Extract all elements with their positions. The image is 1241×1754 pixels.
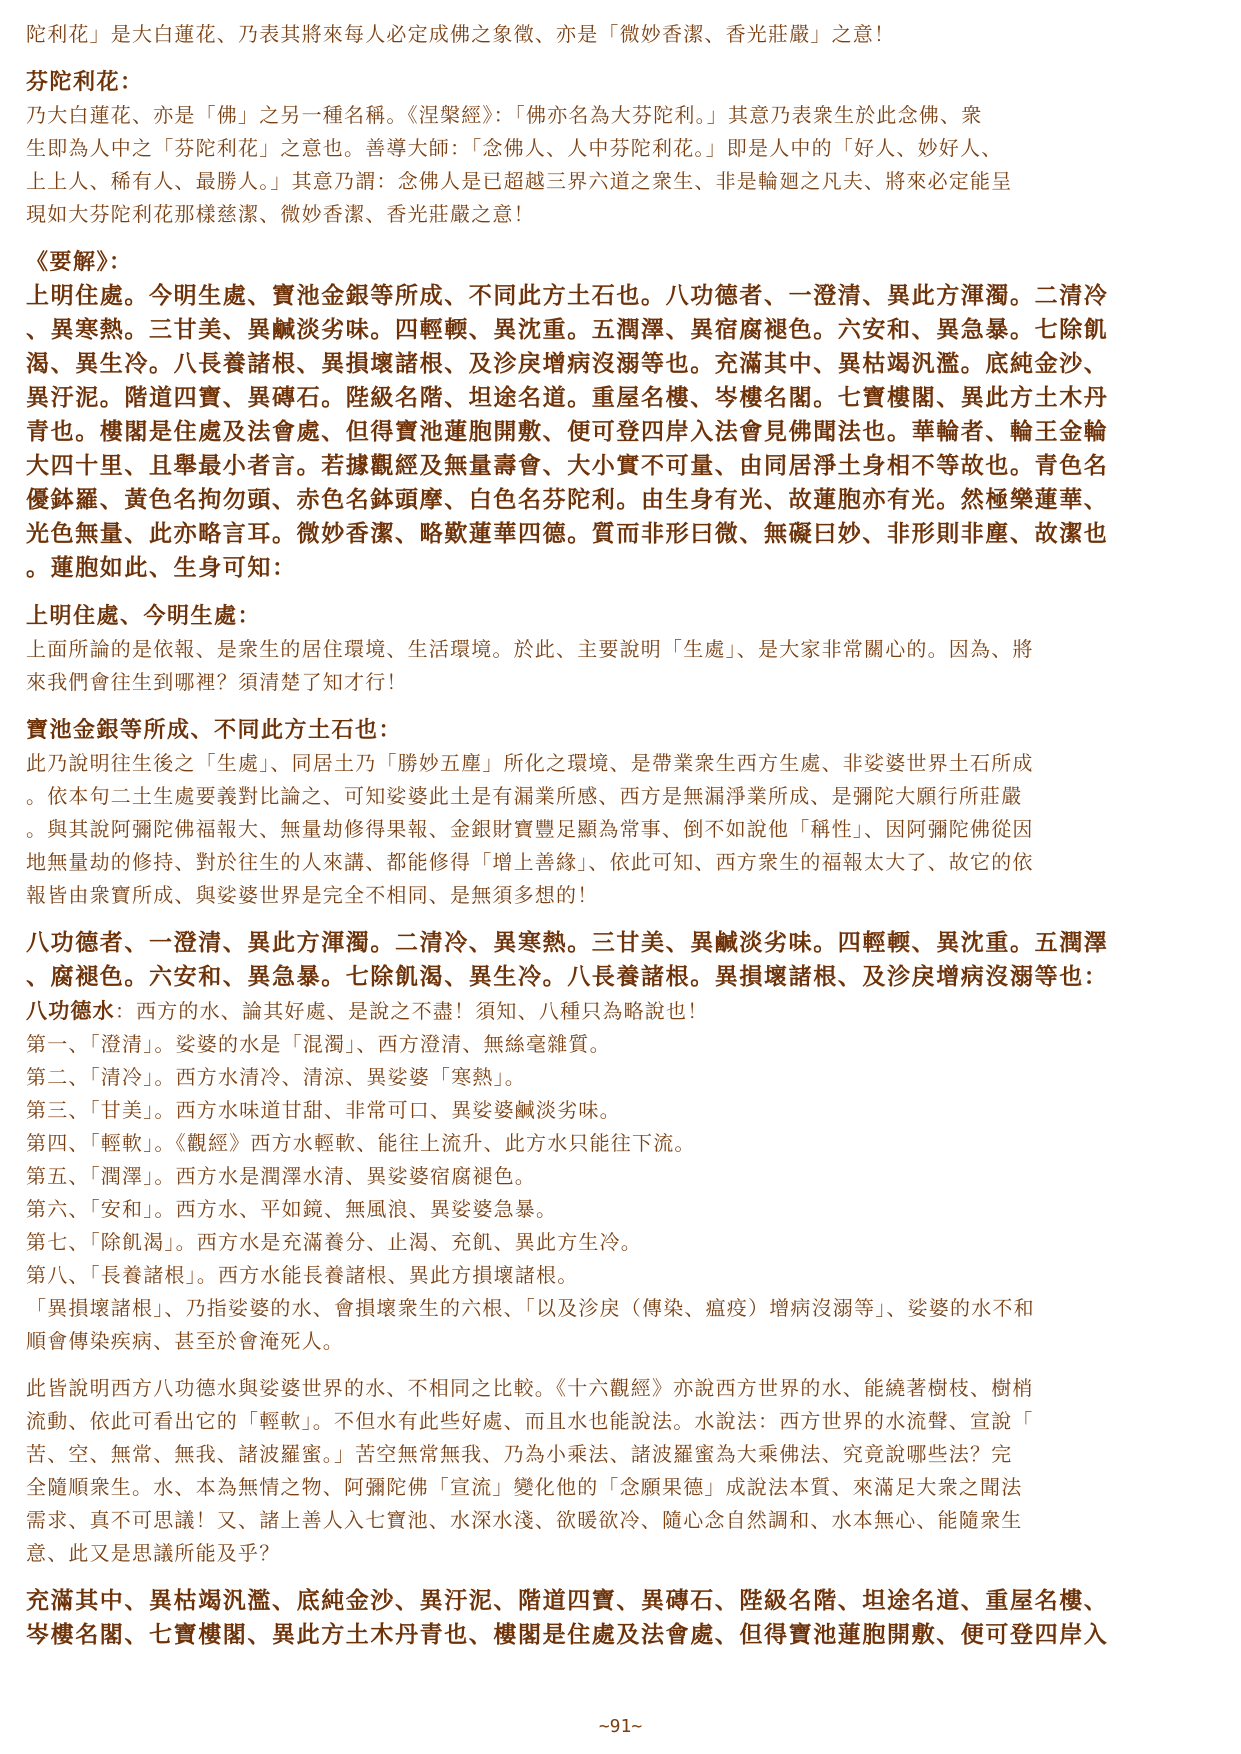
- text-line: 「異損壞諸根」、乃指娑婆的水、會損壞衆生的六根、「以及沴戾（傳染、瘟疫）增病沒溺等」、娑婆的水不和: [26, 1296, 1035, 1320]
- text-line: 流動、依此可看出它的「輕軟」。不但水有此些好處、而且水也能說法。水說法：西方世界的水流聲、宣說「: [26, 1409, 1034, 1433]
- bold-line: 大四十里、且舉最小者言。若據觀經及無量壽會、大小實不可量、由同居淨土身相不等故也。青色名: [26, 452, 1109, 479]
- intro-paragraph: 陀利花」是大白蓮花、乃表其將來每人必定成佛之象徵、亦是「微妙香潔、香光莊嚴」之意！: [26, 22, 896, 46]
- list-item: 第三、「甘美」。西方水味道甘甜、非常可口、異娑婆鹹淡劣味。: [26, 1098, 621, 1122]
- text-line: 來我們會往生到哪裡？須清楚了知才行！: [26, 670, 408, 694]
- section-baochi: [26, 713, 1216, 912]
- section-yaojie: [26, 245, 1216, 585]
- bold-line: 青也。樓閣是住處及法會處、但得寶池蓮胞開敷、便可登四岸入法會見佛聞法也。華輪者、輪王金輪: [26, 418, 1109, 445]
- text-line: 需求、真不可思議！又、諸上善人入七寶池、水深水淺、欲暖欲冷、隨心念自然調和、水本無心、能隨衆生: [26, 1508, 1023, 1532]
- section-heading: 芬陀利花：: [26, 69, 144, 95]
- page-number: ~91~: [598, 1716, 643, 1737]
- text-line: 乃大白蓮花、亦是「佛」之另一種名稱。《涅槃經》：「佛亦名為大芬陀利。」其意乃表衆生於此念佛、衆: [26, 103, 983, 127]
- text-line: 此皆說明西方八功德水與娑婆世界的水、不相同之比較。《十六觀經》亦說西方世界的水、能繞著樹枝、樹梢: [26, 1376, 1034, 1400]
- section-bagong: [26, 926, 1216, 1358]
- bold-line: 。蓮胞如此、生身可知：: [26, 554, 297, 581]
- list-item: 第二、「清冷」。西方水清冷、清涼、異娑婆「寒熱」。: [26, 1065, 526, 1089]
- bold-line: 、異寒熱。三甘美、異鹹淡劣味。四輕輭、異沈重。五潤澤、異宿腐褪色。六安和、異急暴。七除飢: [26, 316, 1109, 343]
- lead-line: [26, 994, 1216, 1028]
- lead-text: ：西方的水、論其好處、是說之不盡！須知、八種只為略說也！: [114, 999, 709, 1023]
- text-line: 此乃說明往生後之「生處」、同居土乃「勝妙五塵」所化之環境、是帶業衆生西方生處、非娑婆世界土石所成: [26, 751, 1034, 775]
- bold-line: 優鉢羅、黃色名拘勿頭、赤色名鉢頭摩、白色名芬陀利。由生身有光、故蓮胞亦有光。然極樂蓮華、: [26, 486, 1109, 513]
- list-item: 第一、「澄清」。娑婆的水是「混濁」、西方澄清、無絲毫雜質。: [26, 1032, 611, 1056]
- section-heading: 《要解》：: [26, 249, 133, 275]
- bold-line: 上明住處。今明生處、寶池金銀等所成、不同此方土石也。八功德者、一澄清、異此方渾濁。二清冷: [26, 282, 1109, 309]
- bold-line: 渴、異生冷。八長養諸根、異損壞諸根、及沴戾增病沒溺等也。充滿其中、異枯竭汎濫。底純金沙、: [26, 350, 1109, 377]
- list-item: 第四、「輕軟」。《觀經》西方水輕軟、能往上流升、此方水只能往下流。: [26, 1131, 696, 1155]
- lead-label: 八功德水: [26, 998, 115, 1023]
- text-line: 。依本句二土生處要義對比論之、可知娑婆此土是有漏業所感、西方是無漏淨業所成、是彌陀大願行所莊嚴: [26, 784, 1023, 808]
- list-item: 第七、「除飢渴」。西方水是充滿養分、止渴、充飢、異此方生冷。: [26, 1230, 642, 1254]
- bold-line: 八功德者、一澄清、異此方渾濁。二清冷、異寒熱。三甘美、異鹹淡劣味。四輕輭、異沈重。五潤澤: [26, 929, 1109, 956]
- text-line: 意、此又是思議所能及乎？: [26, 1541, 281, 1565]
- bold-line: 、腐褪色。六安和、異急暴。七除飢渴、異生冷。八長養諸根。異損壞諸根、及沴戾增病沒溺等也：: [26, 963, 1109, 990]
- list-item: 第六、「安和」。西方水、平如鏡、無風浪、異娑婆急暴。: [26, 1197, 558, 1221]
- bold-line: 充滿其中、異枯竭汎濫、底純金沙、異汙泥、階道四寶、異磚石、陛級名階、坦途名道、重屋名樓、: [26, 1587, 1109, 1614]
- text-line: 現如大芬陀利花那樣慈潔、微妙香潔、香光莊嚴之意！: [26, 202, 535, 226]
- list-item: 第八、「長養諸根」。西方水能長養諸根、異此方損壞諸根。: [26, 1263, 579, 1287]
- section-heading: 上明住處、今明生處：: [26, 603, 262, 629]
- section-bijiao: [26, 1372, 1216, 1570]
- text-line: 順會傳染疾病、甚至於會淹死人。: [26, 1329, 344, 1353]
- text-line: 上上人、稀有人、最勝人。」其意乃謂：念佛人是已超越三界六道之衆生、非是輪廻之凡夫、將來必定能呈: [26, 169, 1013, 193]
- text-line: 。與其說阿彌陀佛福報大、無量劫修得果報、金銀財寶豐足顯為常事、倒不如說他「稱性」、因阿彌陀佛從因: [26, 817, 1034, 841]
- text-line: 生即為人中之「芬陀利花」之意也。善導大師：「念佛人、人中芬陀利花。」即是人中的「好人、妙好人、: [26, 136, 1003, 160]
- list-item: 第五、「潤澤」。西方水是潤澤水清、異娑婆宿腐褪色。: [26, 1164, 536, 1188]
- section-shangming: [26, 599, 1216, 699]
- text-line: 報皆由衆寶所成、與娑婆世界是完全不相同、是無須多想的！: [26, 883, 599, 907]
- document-page: [26, 18, 1216, 1652]
- text-line: 全隨順衆生。水、本為無情之物、阿彌陀佛「宣流」變化他的「念願果德」成說法本質、來滿足大衆之聞法: [26, 1475, 1023, 1499]
- section-fentuoli: [26, 65, 1216, 231]
- text-line: 苦、空、無常、無我、諸波羅蜜。」苦空無常無我、乃為小乘法、諸波羅蜜為大乘佛法、究竟說哪些法？完: [26, 1442, 1013, 1466]
- text-line: 地無量劫的修持、對於往生的人來講、都能修得「增上善緣」、依此可知、西方衆生的福報太大了、故它的依: [26, 850, 1034, 874]
- section-heading: 寶池金銀等所成、不同此方土石也：: [26, 717, 403, 743]
- bold-line: 光色無量、此亦略言耳。微妙香潔、略歎蓮華四德。質而非形曰微、無礙曰妙、非形則非塵、故潔也: [26, 520, 1109, 547]
- bold-line: 異汙泥。階道四寶、異磚石。陛級名階、坦途名道。重屋名樓、岑樓名閣。七寶樓閣、異此方土木丹: [26, 384, 1109, 411]
- bold-line: 岑樓名閣、七寶樓閣、異此方土木丹青也、樓閣是住處及法會處、但得寶池蓮胞開敷、便可登四岸入: [26, 1621, 1109, 1648]
- section-chongman: [26, 1584, 1216, 1652]
- text-line: 上面所論的是依報、是衆生的居住環境、生活環境。於此、主要說明「生處」、是大家非常關心的。因為、將: [26, 637, 1034, 661]
